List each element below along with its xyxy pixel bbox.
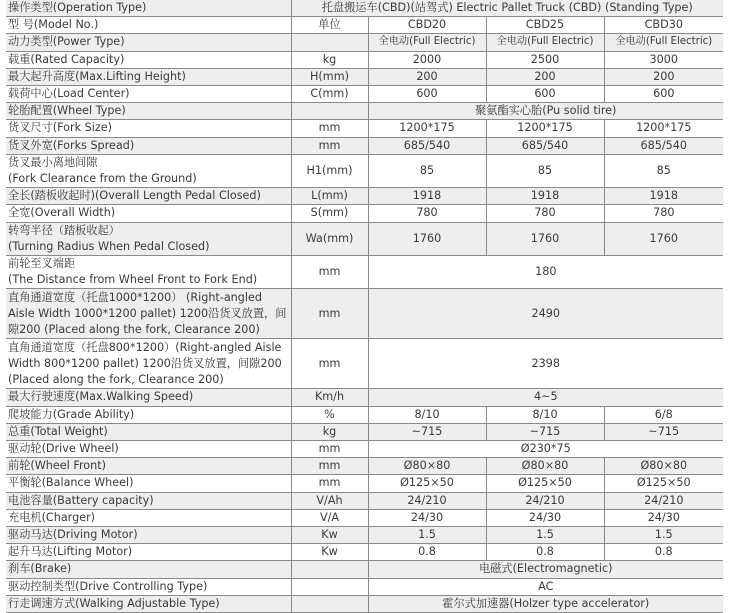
spec-value-model-3: 全电动(Full Electric)	[604, 34, 723, 51]
spec-value-model-3: 1200*175	[604, 120, 723, 137]
spec-param-label: 最大行驶速度(Max.Walking Speed)	[6, 389, 291, 406]
spec-row	[6, 137, 723, 154]
spec-value-model-2: 全电动(Full Electric)	[486, 34, 604, 51]
spec-unit: V/Ah	[291, 492, 368, 509]
spec-value-all-models: 聚氨酯实心胎(Pu solid tire)	[368, 103, 723, 120]
spec-unit: Wa(mm)	[291, 222, 368, 255]
spec-param-label: 动力类型(Power Type)	[6, 34, 291, 51]
spec-value-model-1: Ø80×80	[368, 458, 486, 475]
spec-unit: Kw	[291, 527, 368, 544]
spec-row	[6, 256, 723, 289]
spec-value-model-3: 0.8	[604, 544, 723, 561]
spec-unit: mm	[291, 441, 368, 458]
spec-value-model-3: 6/8	[604, 406, 723, 423]
spec-param-label: 转弯半径（踏板收起） (Turning Radius When Pedal Closed)	[6, 222, 291, 255]
spec-param-label: 轮胎配置(Wheel Type)	[6, 103, 291, 120]
spec-value-model-1: 8/10	[368, 406, 486, 423]
spec-row	[6, 492, 723, 509]
spec-unit	[291, 561, 368, 578]
spec-row	[6, 339, 723, 389]
spec-value-model-3: 1760	[604, 222, 723, 255]
spec-value-model-1: 24/210	[368, 492, 486, 509]
spec-row	[6, 527, 723, 544]
spec-value-model-1: 1918	[368, 188, 486, 205]
spec-param-label: 最大起升高度(Max.Lifting Height)	[6, 68, 291, 85]
spec-value-model-3: Ø125×50	[604, 475, 723, 492]
spec-row	[6, 458, 723, 475]
spec-row	[6, 475, 723, 492]
spec-value-model-3: 780	[604, 205, 723, 222]
spec-value-model-3: 200	[604, 68, 723, 85]
spec-unit	[291, 578, 368, 595]
spec-value-all-models: 2398	[368, 339, 723, 389]
spec-param-label: 爬坡能力(Grade Ability)	[6, 406, 291, 423]
spec-param-label: 起升马达(Lifting Motor)	[6, 544, 291, 561]
spec-row	[6, 120, 723, 137]
spec-row	[6, 595, 723, 612]
spec-value-model-1: 1200*175	[368, 120, 486, 137]
spec-param-label: 前轮至叉端距 (The Distance from Wheel Front to Fork End)	[6, 256, 291, 289]
spec-value-all-models: 4~5	[368, 389, 723, 406]
spec-row	[6, 222, 723, 255]
spec-param-label: 行走调速方式(Walking Adjustable Type)	[6, 595, 291, 612]
spec-value-model-2: 24/30	[486, 509, 604, 526]
spec-param-label: 全长(踏板收起时)(Overall Length Pedal Closed)	[6, 188, 291, 205]
spec-param-label: 平衡轮(Balance Wheel)	[6, 475, 291, 492]
spec-row	[6, 509, 723, 526]
spec-value-model-1: 85	[368, 154, 486, 187]
spec-param-label: 电池容量(Battery capacity)	[6, 492, 291, 509]
spec-value-model-2: 8/10	[486, 406, 604, 423]
spec-value-model-1: 1.5	[368, 527, 486, 544]
spec-value-all-models: 霍尔式加速器(Holzer type accelerator)	[368, 595, 723, 612]
spec-row	[6, 423, 723, 440]
spec-value-model-1: 200	[368, 68, 486, 85]
spec-value-model-2: 1.5	[486, 527, 604, 544]
spec-param-label: 总重(Total Weight)	[6, 423, 291, 440]
spec-unit: L(mm)	[291, 188, 368, 205]
spec-value-model-2: 780	[486, 205, 604, 222]
spec-value-model-1: 1760	[368, 222, 486, 255]
spec-row	[6, 578, 723, 595]
spec-value-model-3: CBD30	[604, 17, 723, 34]
spec-param-label: 货叉尺寸(Fork Size)	[6, 120, 291, 137]
spec-unit: kg	[291, 51, 368, 68]
spec-value-model-2: 24/210	[486, 492, 604, 509]
spec-value-all-models: 电磁式(Electromagnetic)	[368, 561, 723, 578]
spec-row	[6, 406, 723, 423]
spec-row	[6, 51, 723, 68]
spec-value-model-3: 685/540	[604, 137, 723, 154]
spec-unit: Km/h	[291, 389, 368, 406]
spec-value-model-2: 200	[486, 68, 604, 85]
spec-unit: mm	[291, 339, 368, 389]
spec-param-label: 载重(Rated Capacity)	[6, 51, 291, 68]
spec-unit: %	[291, 406, 368, 423]
spec-value-model-3: 85	[604, 154, 723, 187]
spec-unit: mm	[291, 256, 368, 289]
spec-unit	[291, 34, 368, 51]
spec-row	[6, 68, 723, 85]
spec-unit: V/A	[291, 509, 368, 526]
spec-value-model-2: 0.8	[486, 544, 604, 561]
spec-value-model-2: ~715	[486, 423, 604, 440]
operation-type-value: 托盘搬运车(CBD)(站驾式) Electric Pallet Truck (CBD) (Standing Type)	[291, 0, 723, 17]
spec-value-model-3: ~715	[604, 423, 723, 440]
spec-value-all-models: 180	[368, 256, 723, 289]
spec-unit: H1(mm)	[291, 154, 368, 187]
spec-value-model-1: CBD20	[368, 17, 486, 34]
spec-value-model-2: 685/540	[486, 137, 604, 154]
spec-value-model-2: CBD25	[486, 17, 604, 34]
spec-value-model-1: Ø125×50	[368, 475, 486, 492]
spec-value-model-1: 685/540	[368, 137, 486, 154]
spec-param-label: 直角通道宽度（托盘1000*1200） (Right-angled Aisle Width 1000*1200 pallet) 1200沿货叉放置，间隙200 (Placed along the fork, Clearance 200)	[6, 289, 291, 339]
spec-param-label: 载荷中心(Load Center)	[6, 86, 291, 103]
spec-row	[6, 441, 723, 458]
spec-value-model-3: 1918	[604, 188, 723, 205]
spec-value-model-3: 600	[604, 86, 723, 103]
spec-param-label: 充电机(Charger)	[6, 509, 291, 526]
spec-value-model-2: 85	[486, 154, 604, 187]
spec-value-model-1: 780	[368, 205, 486, 222]
spec-table-body	[6, 0, 723, 613]
spec-unit: mm	[291, 289, 368, 339]
spec-table	[6, 0, 723, 613]
spec-param-label: 全宽(Overall Width)	[6, 205, 291, 222]
spec-param-label: 型 号(Model No.)	[6, 17, 291, 34]
spec-value-all-models: Ø230*75	[368, 441, 723, 458]
spec-unit: 单位	[291, 17, 368, 34]
spec-unit: S(mm)	[291, 205, 368, 222]
spec-param-label: 驱动马达(Driving Motor)	[6, 527, 291, 544]
header-row	[6, 0, 723, 17]
spec-unit: mm	[291, 120, 368, 137]
spec-row	[6, 561, 723, 578]
spec-unit: kg	[291, 423, 368, 440]
spec-value-model-1: 600	[368, 86, 486, 103]
spec-row	[6, 389, 723, 406]
spec-value-model-2: Ø80×80	[486, 458, 604, 475]
spec-param-label: 驱动控制类型(Drive Controlling Type)	[6, 578, 291, 595]
spec-value-model-1: 0.8	[368, 544, 486, 561]
spec-row	[6, 86, 723, 103]
spec-value-model-1: ~715	[368, 423, 486, 440]
spec-param-label: 货叉最小离地间隙 (Fork Clearance from the Ground)	[6, 154, 291, 187]
spec-value-model-2: 1200*175	[486, 120, 604, 137]
spec-row	[6, 154, 723, 187]
spec-row	[6, 34, 723, 51]
operation-type-label: 操作类型(Operation Type)	[6, 0, 291, 17]
spec-value-model-1: 全电动(Full Electric)	[368, 34, 486, 51]
spec-param-label: 刹车(Brake)	[6, 561, 291, 578]
spec-row	[6, 544, 723, 561]
spec-unit: H(mm)	[291, 68, 368, 85]
spec-param-label: 前轮(Wheel Front)	[6, 458, 291, 475]
spec-value-model-2: Ø125×50	[486, 475, 604, 492]
spec-row	[6, 289, 723, 339]
spec-value-model-3: Ø80×80	[604, 458, 723, 475]
spec-row	[6, 188, 723, 205]
spec-value-model-2: 600	[486, 86, 604, 103]
spec-value-model-2: 2500	[486, 51, 604, 68]
spec-value-model-3: 1.5	[604, 527, 723, 544]
spec-value-model-3: 3000	[604, 51, 723, 68]
spec-value-all-models: AC	[368, 578, 723, 595]
spec-value-model-1: 24/30	[368, 509, 486, 526]
spec-unit: mm	[291, 458, 368, 475]
spec-value-model-2: 1760	[486, 222, 604, 255]
spec-value-all-models: 2490	[368, 289, 723, 339]
spec-row	[6, 17, 723, 34]
spec-row	[6, 205, 723, 222]
spec-param-label: 直角通道宽度（托盘800*1200）(Right-angled Aisle Width 800*1200 pallet) 1200沿货叉放置，间隙200 (Placed along the fork, Clearance 200)	[6, 339, 291, 389]
spec-value-model-1: 2000	[368, 51, 486, 68]
spec-row	[6, 103, 723, 120]
spec-unit	[291, 595, 368, 612]
spec-unit: mm	[291, 475, 368, 492]
spec-value-model-2: 1918	[486, 188, 604, 205]
spec-unit: mm	[291, 137, 368, 154]
spec-unit	[291, 103, 368, 120]
spec-value-model-3: 24/30	[604, 509, 723, 526]
spec-value-model-3: 24/210	[604, 492, 723, 509]
spec-unit: C(mm)	[291, 86, 368, 103]
spec-param-label: 驱动轮(Drive Wheel)	[6, 441, 291, 458]
spec-unit: Kw	[291, 544, 368, 561]
spec-param-label: 货叉外宽(Forks Spread)	[6, 137, 291, 154]
